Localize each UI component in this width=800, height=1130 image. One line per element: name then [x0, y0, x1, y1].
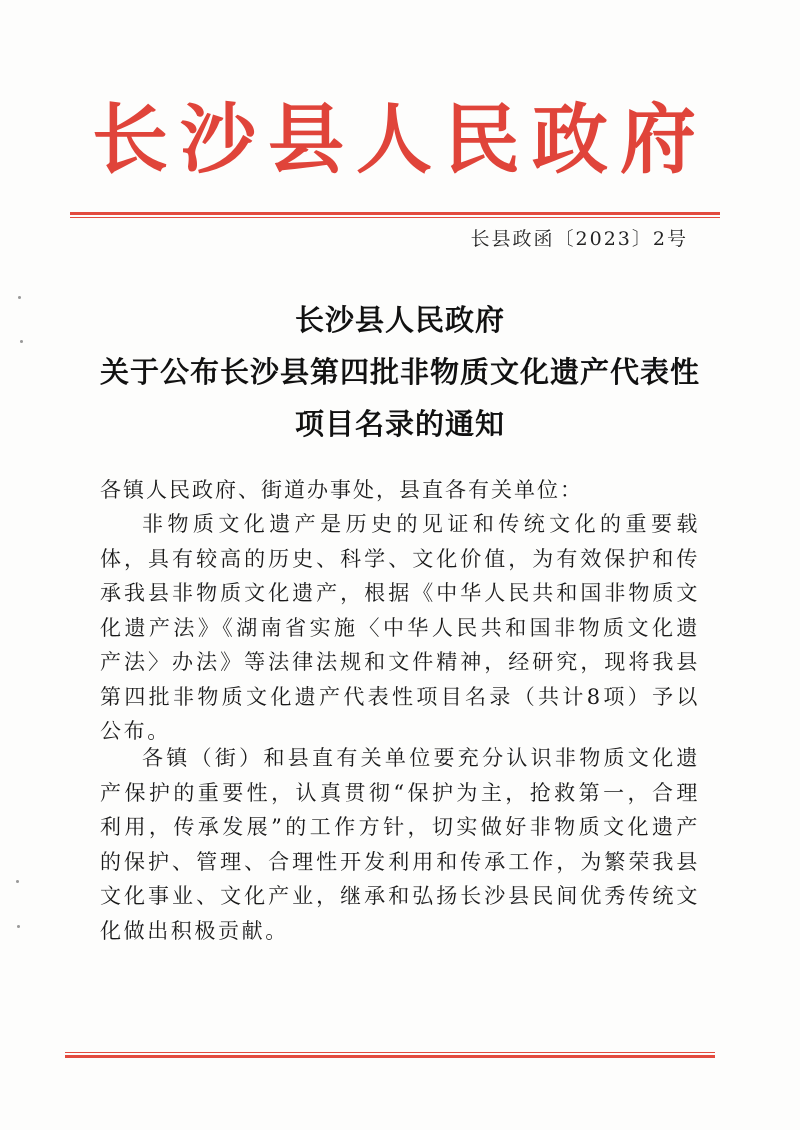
- addressee-line: 各镇人民政府、街道办事处，县直各有关单位：: [100, 478, 583, 502]
- masthead-red-rule-thin: [70, 217, 720, 218]
- footer-red-rule-thin: [65, 1052, 715, 1053]
- document-title: [60, 294, 740, 450]
- document-number: 长县政函〔2023〕2号: [470, 228, 688, 250]
- body-paragraph-2: 各镇（街）和县直有关单位要充分认识非物质文化遗产保护的重要性，认真贯彻“保护为主，抢救第一，合理利用，传承发展”的工作方针，切实做好非物质文化遗产的保护、管理、合理性开发利用和传承工作，为繁荣我县文化事业、文化产业，继承和弘扬长沙县民间优秀传统文化做出积极贡献。: [100, 746, 700, 943]
- issuer-masthead: 长沙县人民政府: [92, 95, 708, 184]
- title-line-2: 关于公布长沙县第四批非物质文化遗产代表性: [99, 355, 700, 389]
- scan-speck: [20, 340, 23, 343]
- title-line-1: 长沙县人民政府: [294, 303, 505, 337]
- scan-speck: [16, 880, 19, 883]
- title-line-3: 项目名录的通知: [294, 407, 505, 441]
- masthead-red-rule-thick: [70, 212, 720, 215]
- body-paragraph-1: 非物质文化遗产是历史的见证和传统文化的重要载体，具有较高的历史、科学、文化价值，为有效保护和传承我县非物质文化遗产，根据《中华人民共和国非物质文化遗产法》《湖南省实施〈中华人民共和国非物质文化遗产法〉办法》等法律法规和文件精神，经研究，现将我县第四批非物质文化遗产代表性项目名录（共计8项）予以公布。: [100, 512, 700, 743]
- scan-speck: [18, 296, 21, 299]
- scan-speck: [17, 925, 20, 928]
- footer-red-rule-thick: [65, 1055, 715, 1058]
